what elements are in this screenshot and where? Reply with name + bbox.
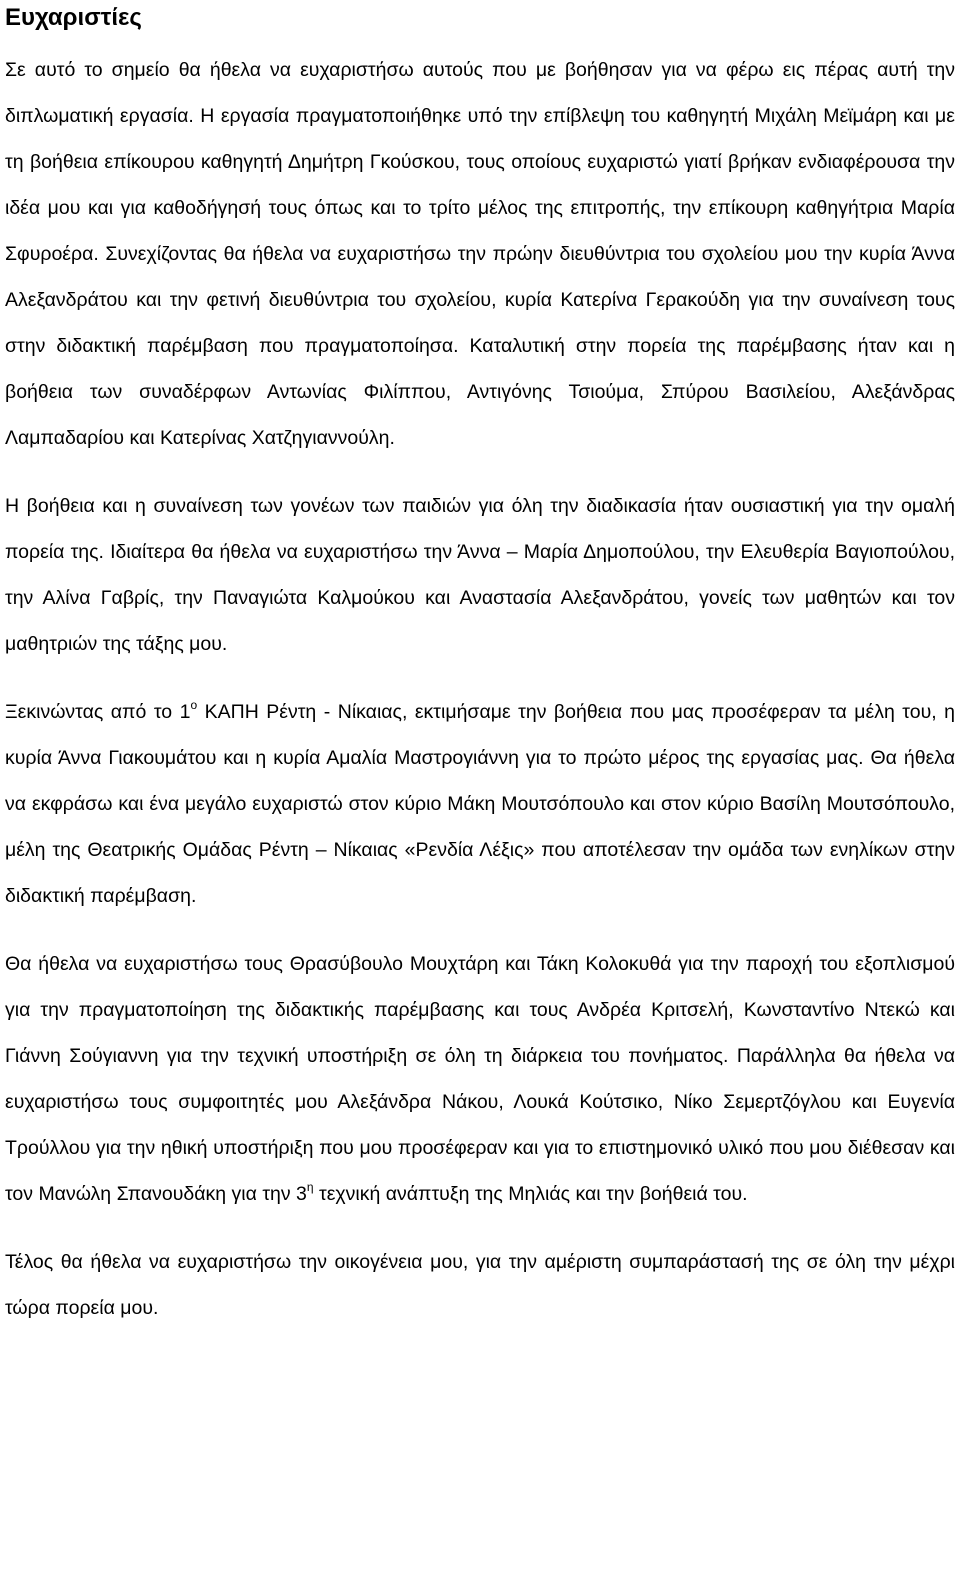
page-title: Ευχαριστίες	[5, 4, 142, 31]
paragraph-4-text-end: τεχνική ανάπτυξη της Μηλιάς και την βοήθειά του.	[313, 1183, 748, 1205]
paragraph-5: Τέλος θα ήθελα να ευχαριστήσω την οικογένεια μου, για την αμέριστη συμπαράστασή της σε όλη την μέχρι τώρα πορεία μου.	[5, 1251, 955, 1319]
paragraph-1: Σε αυτό το σημείο θα ήθελα να ευχαριστήσω αυτούς που με βοήθησαν για να φέρω εις πέρας αυτή την διπλωματική εργασία. Η εργασία πραγματοποιήθηκε υπό την επίβλεψη του καθηγητή Μιχάλη Μεϊμάρη και με τη βοήθεια επίκουρου καθηγητή Δημήτρη Γκούσκου, τους οποίους ευχαριστώ γιατί βρήκαν ενδιαφέρουσα την ιδέα μου και για καθοδήγησή τους όπως και το τρίτο μέλος της επιτροπής, την επίκουρη καθηγήτρια Μαρία Σφυροέρα. Συνεχίζοντας θα ήθελα να ευχαριστήσω την πρώην διευθύντρια του σχολείου μου την κυρία Άννα Αλεξανδράτου και την φετινή διευθύντρια του σχολείου, κυρία Κατερίνα Γερακούδη για την συναίνεση τους στην διδακτική παρέμβαση που πραγματοποίησα. Καταλυτική στην πορεία της παρέμβασης ήταν και η βοήθεια των συναδέρφων Αντωνίας Φιλίππου, Αντιγόνης Τσιούμα, Σπύρου Βασιλείου, Αλεξάνδρας Λαμπαδαρίου και Κατερίνας Χατζηγιαννούλη.	[5, 59, 955, 449]
paragraph-gap	[5, 919, 955, 941]
paragraph-gap	[5, 1217, 955, 1239]
paragraph-4-text-start: Θα ήθελα να ευχαριστήσω τους Θρασύβουλο Μουχτάρη και Τάκη Κολοκυθά για την παροχή του εξοπλισμού για την πραγματοποίηση της διδακτικής παρέμβασης και τους Ανδρέα Κριτσελή, Κωνσταντίνο Ντεκώ και Γιάννη Σούγιαννη για την τεχνική υποστήριξη σε όλη τη διάρκεια του πονήματος. Παράλληλα θα ήθελα να ευχαριστήσω τους συμφοιτητές μου Αλεξάνδρα Νάκου, Λουκά Κούτσικο, Νίκο Σεμερτζόγλου και Ευγενία Τρούλλου για την ηθική υποστήριξη που μου προσέφεραν και για το επιστημονικό υλικό που μου διέθεσαν και τον Μανώλη Σπανουδάκη για την 3	[5, 953, 955, 1205]
paragraph-3	[5, 689, 955, 919]
document-page	[5, 0, 955, 1331]
paragraph-gap	[5, 667, 955, 689]
paragraph-4	[5, 941, 955, 1217]
paragraph-3-text-end: ΚΑΠΗ Ρέντη - Νίκαιας, εκτιμήσαμε την βοήθεια που μας προσέφεραν τα μέλη του, η κυρία Άννα Γιακουμάτου και η κυρία Αμαλία Μαστρογιάννη για το πρώτο μέρος της εργασίας μας. Θα ήθελα να εκφράσω και ένα μεγάλο ευχαριστώ στον κύριο Μάκη Μουτσόπουλο και στον κύριο Βασίλη Μουτσόπουλο, μέλη της Θεατρικής Ομάδας Ρέντη – Νίκαιας «Ρενδία Λέξις» που αποτέλεσαν την ομάδα των ενηλίκων στην διδακτική παρέμβαση.	[5, 701, 955, 907]
ordinal-superscript: ο	[190, 698, 198, 712]
paragraph-gap	[5, 461, 955, 483]
ordinal-superscript: η	[306, 1180, 314, 1194]
paragraph-3-text-start: Ξεκινώντας από το 1	[5, 701, 191, 723]
paragraph-2: Η βοήθεια και η συναίνεση των γονέων των παιδιών για όλη την διαδικασία ήταν ουσιαστική για την ομαλή πορεία της. Ιδιαίτερα θα ήθελα να ευχαριστήσω την Άννα – Μαρία Δημοπούλου, την Ελευθερία Βαγιοπούλου, την Αλίνα Γαβρίς, την Παναγιώτα Καλμούκου και Αναστασία Αλεξανδράτου, γονείς των μαθητών και τον μαθητριών της τάξης μου.	[5, 495, 955, 655]
